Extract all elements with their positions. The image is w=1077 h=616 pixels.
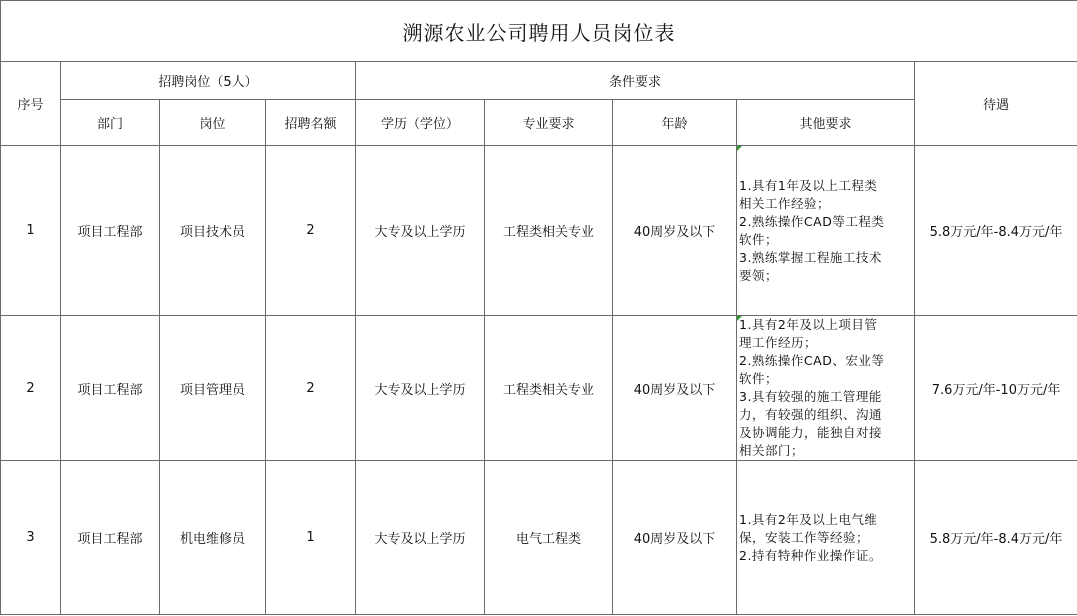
- table-title[interactable]: 溯源农业公司聘用人员岗位表: [1, 1, 1077, 62]
- header-other[interactable]: 其他要求: [737, 100, 915, 146]
- cell-dept[interactable]: 项目工程部: [61, 146, 160, 316]
- other-line: 力，有较强的组织、沟通: [739, 407, 883, 422]
- other-line: 要领；: [739, 267, 779, 283]
- other-line: 保，安装工作等经验；: [739, 529, 870, 545]
- other-line: 及协调能力，能独自对接: [739, 425, 883, 440]
- cell-pay[interactable]: 5.8万元/年-8.4万元/年: [915, 146, 1077, 316]
- header-dept[interactable]: 部门: [61, 100, 160, 146]
- cell-major[interactable]: 工程类相关专业: [485, 146, 613, 316]
- cell-pay[interactable]: 7.6万元/年-10万元/年: [915, 316, 1077, 461]
- other-line: 软件；: [739, 231, 779, 247]
- table-row: [1, 146, 1077, 316]
- table-row: [1, 461, 1077, 615]
- cell-seq[interactable]: 2: [1, 316, 61, 461]
- cell-post[interactable]: 项目技术员: [160, 146, 266, 316]
- cell-age[interactable]: 40周岁及以下: [613, 146, 737, 316]
- header-position-group[interactable]: 招聘岗位（5人）: [61, 62, 356, 100]
- other-line: 相关工作经验；: [739, 195, 831, 211]
- header-quota[interactable]: 招聘名额: [266, 100, 356, 146]
- cell-age[interactable]: 40周岁及以下: [613, 316, 737, 461]
- other-line: 软件；: [739, 371, 779, 386]
- cell-major[interactable]: 工程类相关专业: [485, 316, 613, 461]
- cell-seq[interactable]: 1: [1, 146, 61, 316]
- comment-marker-icon: [737, 316, 742, 321]
- cell-other[interactable]: [737, 316, 915, 461]
- cell-education[interactable]: 大专及以上学历: [356, 316, 485, 461]
- other-requirements-text: [739, 511, 912, 565]
- header-major[interactable]: 专业要求: [485, 100, 613, 146]
- cell-education[interactable]: 大专及以上学历: [356, 461, 485, 615]
- cell-dept[interactable]: 项目工程部: [61, 316, 160, 461]
- other-line: 1.具有1年及以上工程类: [739, 177, 878, 193]
- header-age[interactable]: 年龄: [613, 100, 737, 146]
- cell-major[interactable]: 电气工程类: [485, 461, 613, 615]
- header-pay[interactable]: 待遇: [915, 62, 1077, 146]
- other-line: 3.具有较强的施工管理能: [739, 389, 882, 404]
- cell-post[interactable]: 项目管理员: [160, 316, 266, 461]
- other-line: 相关部门；: [739, 443, 805, 458]
- cell-post[interactable]: 机电维修员: [160, 461, 266, 615]
- comment-marker-icon: [737, 146, 742, 151]
- header-condition-group[interactable]: 条件要求: [356, 62, 915, 100]
- other-line: 1.具有2年及以上项目管: [739, 317, 878, 332]
- cell-pay[interactable]: 5.8万元/年-8.4万元/年: [915, 461, 1077, 615]
- other-requirements-text: [739, 316, 912, 460]
- cell-age[interactable]: 40周岁及以下: [613, 461, 737, 615]
- other-requirements-text: [739, 177, 912, 285]
- other-line: 2.熟练操作CAD等工程类: [739, 213, 885, 229]
- header-post[interactable]: 岗位: [160, 100, 266, 146]
- cell-education[interactable]: 大专及以上学历: [356, 146, 485, 316]
- header-education[interactable]: 学历（学位）: [356, 100, 485, 146]
- other-line: 2.持有特种作业操作证。: [739, 547, 882, 563]
- cell-quota[interactable]: 2: [266, 316, 356, 461]
- cell-quota[interactable]: 1: [266, 461, 356, 615]
- cell-other[interactable]: [737, 461, 915, 615]
- table-row: [1, 316, 1077, 461]
- cell-other[interactable]: [737, 146, 915, 316]
- other-line: 理工作经历；: [739, 335, 818, 350]
- other-line: 3.熟练掌握工程施工技术: [739, 249, 882, 265]
- cell-seq[interactable]: 3: [1, 461, 61, 615]
- cell-quota[interactable]: 2: [266, 146, 356, 316]
- cell-dept[interactable]: 项目工程部: [61, 461, 160, 615]
- other-line: 2.熟练操作CAD、宏业等: [739, 353, 885, 368]
- header-seq[interactable]: 序号: [1, 62, 61, 146]
- other-line: 1.具有2年及以上电气维: [739, 511, 878, 527]
